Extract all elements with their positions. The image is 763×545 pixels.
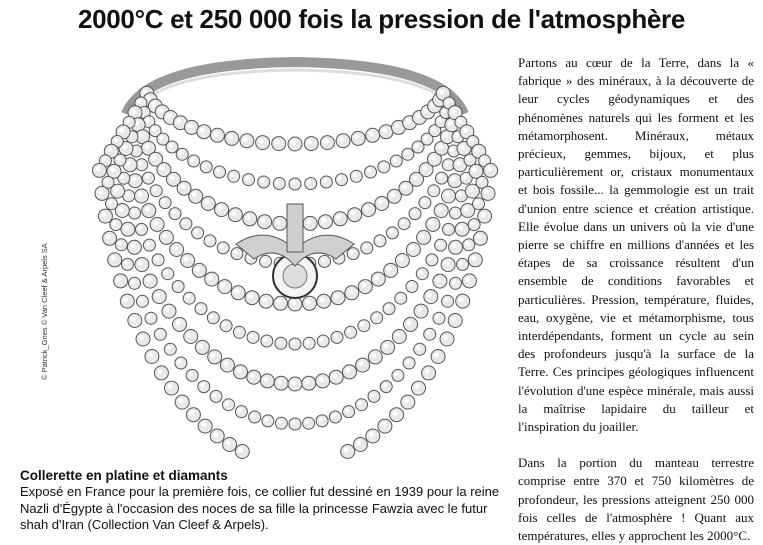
diamond [180, 218, 192, 230]
diamond [403, 357, 415, 369]
diamond [345, 326, 357, 338]
diamond [122, 258, 134, 270]
diamond [235, 406, 247, 418]
diamond [243, 174, 255, 186]
article-paragraph: Partons au cœur de la Terre, dans la « fabrique » des minéraux, à la découverte de leur cycles géodynamiques et des phénomènes naturels qui les forment et les métamorphosent. Minéraux, métaux précieux, gemmes, bijoux, et plus particulièrement or, cristaux monumentaux et bois fossile... la gemmologie est un trait d'union entre science et création artistique. Elle évolue dans un univers où la vie d'une pierre se chiffre en millions d'années et les étapes de sa croissance résultent d'un ensemble de conditions favorables et particulières. Pression, température, fluides, eau, oxygène, vie et métamorphisme, tous interdépendants, forment un cycle au sein des profondeurs jusqu'à la surface de la Terre. Ces principes géologiques influencent l'évolution d'une espèce minérale, mais aussi la maîtrise lapidaire du tailleur et l'inspiration du joailler. [518, 55, 754, 435]
diamond [176, 148, 188, 160]
diamond [207, 312, 219, 324]
diamond [443, 223, 455, 235]
diamond [188, 155, 200, 167]
diamond [289, 338, 301, 350]
diamond [192, 227, 204, 239]
necklace-illustration [86, 44, 504, 462]
diamond [398, 218, 410, 230]
diamond [175, 357, 187, 369]
diamond [262, 415, 274, 427]
diamond [409, 208, 421, 220]
diamond [136, 295, 148, 307]
diamond [428, 185, 440, 197]
diamond [347, 248, 359, 260]
diamond [316, 415, 328, 427]
diamond [152, 254, 164, 266]
necklace-photo [86, 44, 504, 462]
diamond [356, 399, 368, 411]
diamond [392, 369, 404, 381]
diamond [317, 335, 329, 347]
diamond [390, 155, 402, 167]
diamond [210, 390, 222, 402]
diamond [414, 343, 426, 355]
diamond [463, 239, 475, 251]
diamond [233, 326, 245, 338]
diamond [249, 411, 261, 423]
diamond [273, 178, 285, 190]
diamond [228, 170, 240, 182]
diamond [435, 239, 447, 251]
diamond [395, 292, 407, 304]
diamond [247, 331, 259, 343]
diamond [186, 369, 198, 381]
diamond [275, 337, 287, 349]
article-body [518, 54, 754, 545]
diamond [433, 312, 445, 324]
diamond [289, 178, 301, 190]
diamond [331, 331, 343, 343]
diamond [150, 185, 162, 197]
diamond [365, 166, 377, 178]
diamond [275, 417, 287, 429]
diamond [115, 239, 127, 251]
diamond [195, 303, 207, 315]
diamond [200, 161, 212, 173]
diamond [303, 337, 315, 349]
diamond [303, 417, 315, 429]
diamond [110, 219, 122, 231]
diamond [402, 148, 414, 160]
diamond [319, 255, 331, 267]
diamond [169, 208, 181, 220]
diamond [136, 223, 148, 235]
photo-credit: © Patrick_Gries © Van Cleef & Arpels SA [40, 243, 49, 380]
diamond [289, 418, 301, 430]
diamond [436, 172, 448, 184]
diamond [378, 161, 390, 173]
diamond [320, 176, 332, 188]
diamond [457, 258, 469, 270]
diamond [198, 381, 210, 393]
diamond [129, 277, 141, 289]
diamond [468, 219, 480, 231]
article-paragraph: Dans la portion du manteau terrestre comprise entre 370 et 750 kilomètres de profondeur, les pressions atteignent 250 000 fois celles de l'atmosphère ! Quant aux températures, elles y approchent les 2000°C. [518, 455, 754, 544]
diamond [183, 292, 195, 304]
caption [20, 468, 510, 534]
diamond [424, 328, 436, 340]
diamond [374, 235, 386, 247]
diamond [258, 176, 270, 188]
diamond [106, 198, 118, 210]
diamond [143, 239, 155, 251]
diamond [343, 406, 355, 418]
diamond [220, 320, 232, 332]
diamond [214, 166, 226, 178]
diamond [368, 390, 380, 402]
caption-body: Exposé en France pour la première fois, ce collier fut dessiné en 1939 pour la reine Nazli d'Égypte à l'occasion des noces de sa fille la princesse Fawzia avec le futur shah d'Iran (Collection Van Cleef & Arpels). [20, 484, 500, 532]
diamond [442, 295, 454, 307]
diamond [450, 277, 462, 289]
diamond [371, 312, 383, 324]
diamond [159, 197, 171, 209]
diamond [473, 198, 485, 210]
diamond [142, 172, 154, 184]
diamond [217, 242, 229, 254]
diamond [129, 207, 141, 219]
headline: 2000°C et 250 000 fois la pression de l'atmosphère [77, 4, 686, 34]
diamond [449, 207, 461, 219]
caption-title: Collerette en platine et diamants [20, 468, 228, 483]
diamond [154, 328, 166, 340]
diamond [204, 235, 216, 247]
diamond [305, 178, 317, 190]
diamond [145, 312, 157, 324]
diamond [172, 281, 184, 293]
diamond [231, 248, 243, 260]
diamond [419, 197, 431, 209]
diamond [261, 335, 273, 347]
diamond [336, 174, 348, 186]
diamond [350, 170, 362, 182]
diamond [416, 268, 428, 280]
diamond [223, 399, 235, 411]
diamond [426, 254, 438, 266]
diamond [162, 268, 174, 280]
diamond [358, 320, 370, 332]
diamond [386, 227, 398, 239]
diamond [383, 303, 395, 315]
diamond [329, 411, 341, 423]
diamond [406, 281, 418, 293]
diamond [380, 381, 392, 393]
diamond [166, 141, 178, 153]
diamond [361, 242, 373, 254]
diamond [164, 343, 176, 355]
diamond [260, 255, 272, 267]
